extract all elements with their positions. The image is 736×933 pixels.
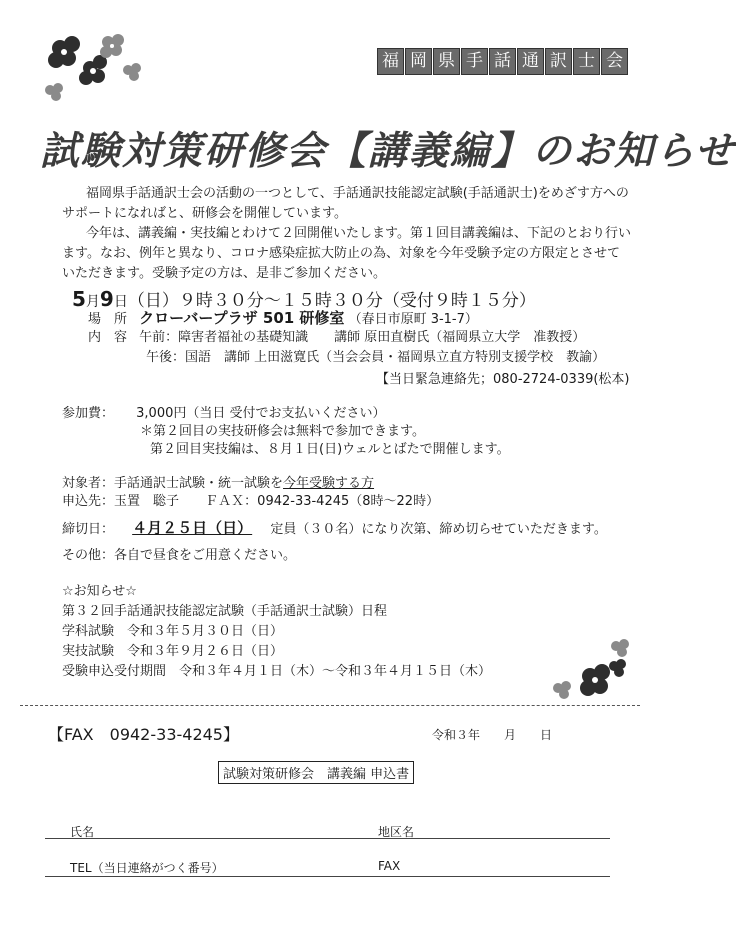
fee-label: 参加費： xyxy=(62,406,115,421)
event-date-month: 5 xyxy=(72,287,86,311)
notice-line: 学科試験 令和３年５月３０日（日） xyxy=(62,624,284,639)
event-place xyxy=(88,308,478,330)
notice xyxy=(62,582,491,682)
notice-header: ☆お知らせ☆ xyxy=(62,584,137,599)
place-address: （春日市原町 3-1-7） xyxy=(348,312,478,327)
apply-name: 玉置 聡子 xyxy=(114,494,180,509)
apply-fax: ＦＡＸ：0942-33-4245（8時～22時） xyxy=(205,494,440,509)
apply xyxy=(62,492,439,512)
notice-line: 受験申込受付期間 令和３年４月１日（木）～令和３年４月１５日（木） xyxy=(62,664,492,679)
fee-note-2: 第２回目実技編は、８月１日(日)ウェルとばたで開催します。 xyxy=(150,442,510,457)
org-char: 岡 xyxy=(405,48,432,75)
fax-label: FAX xyxy=(378,859,401,873)
deadline-note: 定員（３０名）になり次第、締め切らせていただきます。 xyxy=(270,522,607,537)
content-pm: 午後：国語 講師 上田滋寛氏（当会会員・福岡県立直方特別支援学校 教諭） xyxy=(146,350,606,365)
intro-line: 福岡県手話通訳士会の活動の一つとして、手話通訳技能認定試験(手話通訳士)をめざす方への xyxy=(86,186,629,201)
org-char: 士 xyxy=(573,48,600,75)
fee-note-1: ＊第２回目の実技研修会は無料で参加できます。 xyxy=(140,424,425,439)
org-char: 通 xyxy=(517,48,544,75)
event-date-day-unit: 日 xyxy=(113,294,128,310)
form-fax: 【FAX 0942-33-4245】 xyxy=(48,725,239,744)
org-char: 福 xyxy=(377,48,404,75)
intro-paragraph-2 xyxy=(62,224,631,284)
notice-line: 第３２回手話通訳技能認定試験（手話通訳士試験）日程 xyxy=(62,604,388,619)
district-label: 地区名 xyxy=(378,825,415,839)
fee-amount: 3,000円（当日 受付でお支払いください） xyxy=(136,406,386,421)
place-name: クローバープラザ 501 研修室 xyxy=(139,309,345,327)
deadline-label: 締切日： xyxy=(62,522,115,537)
form-title: 試験対策研修会 講義編 申込書 xyxy=(218,761,414,784)
org-char: 県 xyxy=(433,48,460,75)
target-text: 手話通訳士試験・統一試験を xyxy=(114,476,284,491)
intro-line: いただきます。受験予定の方は、是非ご参加ください。 xyxy=(62,266,386,281)
name-label: 氏名 xyxy=(70,825,95,839)
emergency-contact: 【当日緊急連絡先；080-2724-0339(松本) xyxy=(376,372,630,387)
event-time: （日）９時３０分～１５時３０分（受付９時１５分） xyxy=(127,291,536,311)
flower-decoration-top-left xyxy=(38,30,143,110)
event-content-am xyxy=(88,328,585,348)
page-title: 試験対策研修会【講義編】のお知らせ xyxy=(40,129,736,174)
event-date-day: 9 xyxy=(99,287,114,311)
content-label: 内 容 xyxy=(88,330,128,345)
flower-decoration-bottom-right xyxy=(548,636,633,704)
intro-paragraph-1 xyxy=(62,184,629,224)
place-label: 場 所 xyxy=(88,312,128,327)
other-note: その他：各自で昼食をご用意ください。 xyxy=(62,548,297,563)
name-district-line xyxy=(45,838,610,839)
tel-label: TEL（当日連絡がつく番号） xyxy=(70,861,224,875)
intro-line: ます。なお、例年と異なり、コロナ感染症拡大防止の為、対象を今年受験予定の方限定とさせて xyxy=(62,246,620,261)
deadline xyxy=(62,518,607,540)
deadline-date: ４月２５日（日） xyxy=(132,519,253,537)
target xyxy=(62,474,374,494)
org-char: 訳 xyxy=(545,48,572,75)
target-label: 対象者： xyxy=(62,476,115,491)
cut-line xyxy=(20,705,640,706)
form-date: 令和３年 月 日 xyxy=(432,728,553,742)
tel-fax-line xyxy=(45,876,610,877)
event-date-month-unit: 月 xyxy=(85,294,100,310)
intro-line: 今年は、講義編・実技編とわけて２回開催いたします。第１回目講義編は、下記のとおり行い xyxy=(86,226,631,241)
org-char: 会 xyxy=(601,48,628,75)
fee xyxy=(62,404,386,424)
content-am: 午前：障害者福祉の基礎知識 講師 原田直樹氏（福岡県立大学 准教授） xyxy=(139,330,586,345)
apply-label: 申込先： xyxy=(62,494,115,509)
notice-line: 実技試験 令和３年９月２６日（日） xyxy=(62,644,284,659)
target-emphasis: 今年受験する方 xyxy=(283,476,375,491)
org-char: 話 xyxy=(489,48,516,75)
org-char: 手 xyxy=(461,48,488,75)
intro-line: サポートになればと、研修会を開催しています。 xyxy=(62,206,347,221)
